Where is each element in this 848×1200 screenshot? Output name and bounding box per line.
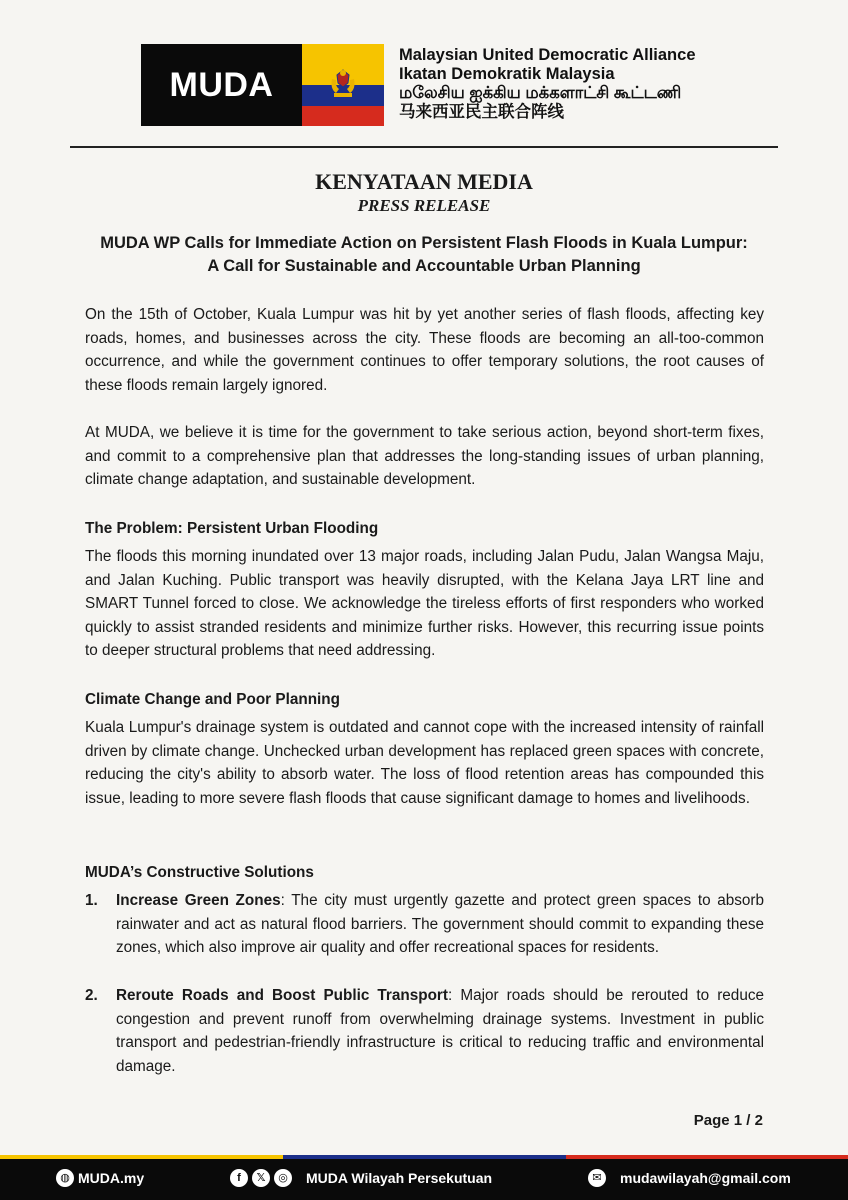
list-number: 2. bbox=[85, 987, 98, 1004]
section-heading-problem: The Problem: Persistent Urban Flooding bbox=[85, 520, 379, 537]
x-icon[interactable]: 𝕏 bbox=[252, 1169, 270, 1187]
footer-website[interactable] bbox=[56, 1169, 144, 1187]
email-text: mudawilayah@gmail.com bbox=[620, 1170, 791, 1186]
globe-icon: ◍ bbox=[56, 1169, 74, 1187]
list-number: 1. bbox=[85, 892, 98, 909]
list-item-title: Increase Green Zones bbox=[116, 892, 281, 909]
letterhead bbox=[141, 44, 761, 126]
mail-icon: ✉ bbox=[588, 1169, 606, 1187]
headline-line-1: MUDA WP Calls for Immediate Action on Persistent Flash Floods in Kuala Lumpur: bbox=[100, 234, 748, 252]
list-item-title: Reroute Roads and Boost Public Transport bbox=[116, 987, 448, 1004]
footer-social[interactable] bbox=[230, 1169, 492, 1187]
footer-bar bbox=[0, 1155, 848, 1200]
header-divider bbox=[70, 146, 778, 148]
instagram-icon[interactable]: ◎ bbox=[274, 1169, 292, 1187]
website-text: MUDA.my bbox=[78, 1170, 145, 1186]
social-handle-text: MUDA Wilayah Persekutuan bbox=[306, 1170, 493, 1186]
headline-line-2: A Call for Sustainable and Accountable Urban Planning bbox=[207, 257, 641, 275]
paragraph-intro: On the 15th of October, Kuala Lumpur was hit by yet another series of flash floods, affecting key roads, homes, and businesses across the city. These floods are becoming an all-too-common occurrence, and while the government continues to offer temporary solutions, the root causes of these floods remain largely ignored. bbox=[85, 306, 764, 394]
paragraph-stance: At MUDA, we believe it is time for the government to take serious action, beyond short-term fixes, and commit to a comprehensive plan that addresses the long-standing issues of urban planning, climate change adaptation, and sustainable development. bbox=[85, 424, 764, 489]
list-item-text: : Major roads should be rerouted to reduce congestion and prevent runoff from overwhelming drainage systems. Investment in public transport and pedestrian-friendly infrastructure is critical to reducing traffic and environmental damage. bbox=[116, 987, 764, 1075]
document-title: KENYATAAN MEDIA bbox=[315, 169, 533, 194]
org-name-ta: மலேசிய ஐக்கிய மக்களாட்சி கூட்டணி bbox=[399, 84, 682, 102]
section-heading-climate: Climate Change and Poor Planning bbox=[85, 691, 340, 708]
paragraph-climate: Kuala Lumpur's drainage system is outdated and cannot cope with the increased intensity of rainfall driven by climate change. Unchecked urban development has replaced green spaces with concrete, reducing the city's ability to absorb water. The loss of flood retention areas has compounded this issue, leading to more severe flash floods that cause significant damage to homes and livelihoods. bbox=[85, 719, 764, 807]
muda-logo: MUDA bbox=[141, 44, 302, 126]
crest-icon bbox=[326, 67, 360, 101]
org-name-zh: 马来西亚民主联合阵线 bbox=[399, 103, 564, 121]
facebook-icon[interactable]: f bbox=[230, 1169, 248, 1187]
section-heading-solutions: MUDA’s Constructive Solutions bbox=[85, 864, 314, 881]
document-subtitle: PRESS RELEASE bbox=[357, 196, 491, 215]
press-headline bbox=[70, 232, 778, 278]
page-number: Page 1 / 2 bbox=[693, 1112, 763, 1129]
footer-email[interactable] bbox=[588, 1169, 791, 1187]
org-name-ms: Ikatan Demokratik Malaysia bbox=[399, 65, 615, 83]
malaysia-flag-emblem bbox=[302, 44, 384, 126]
list-item bbox=[85, 984, 764, 1078]
paragraph-problem: The floods this morning inundated over 13 major roads, including Jalan Pudu, Jalan Wangsa Maju, and Jalan Kuching. Public transport was heavily disrupted, with the Kelana Jaya LRT line and SMART Tunnel forced to close. We acknowledge the tireless efforts of first responders who worked quickly to assist stranded residents and minimize further risks. However, this recurring issue points to deeper structural problems that need addressing. bbox=[85, 548, 764, 660]
org-name-en: Malaysian United Democratic Alliance bbox=[399, 46, 696, 64]
list-item bbox=[85, 889, 764, 960]
list-item-text: : The city must urgently gazette and protect green spaces to absorb rainwater and act as natural flood barriers. The government should commit to expanding these zones, which also improve air quality and offer recreational spaces for residents. bbox=[116, 892, 764, 957]
organization-names bbox=[399, 46, 696, 122]
